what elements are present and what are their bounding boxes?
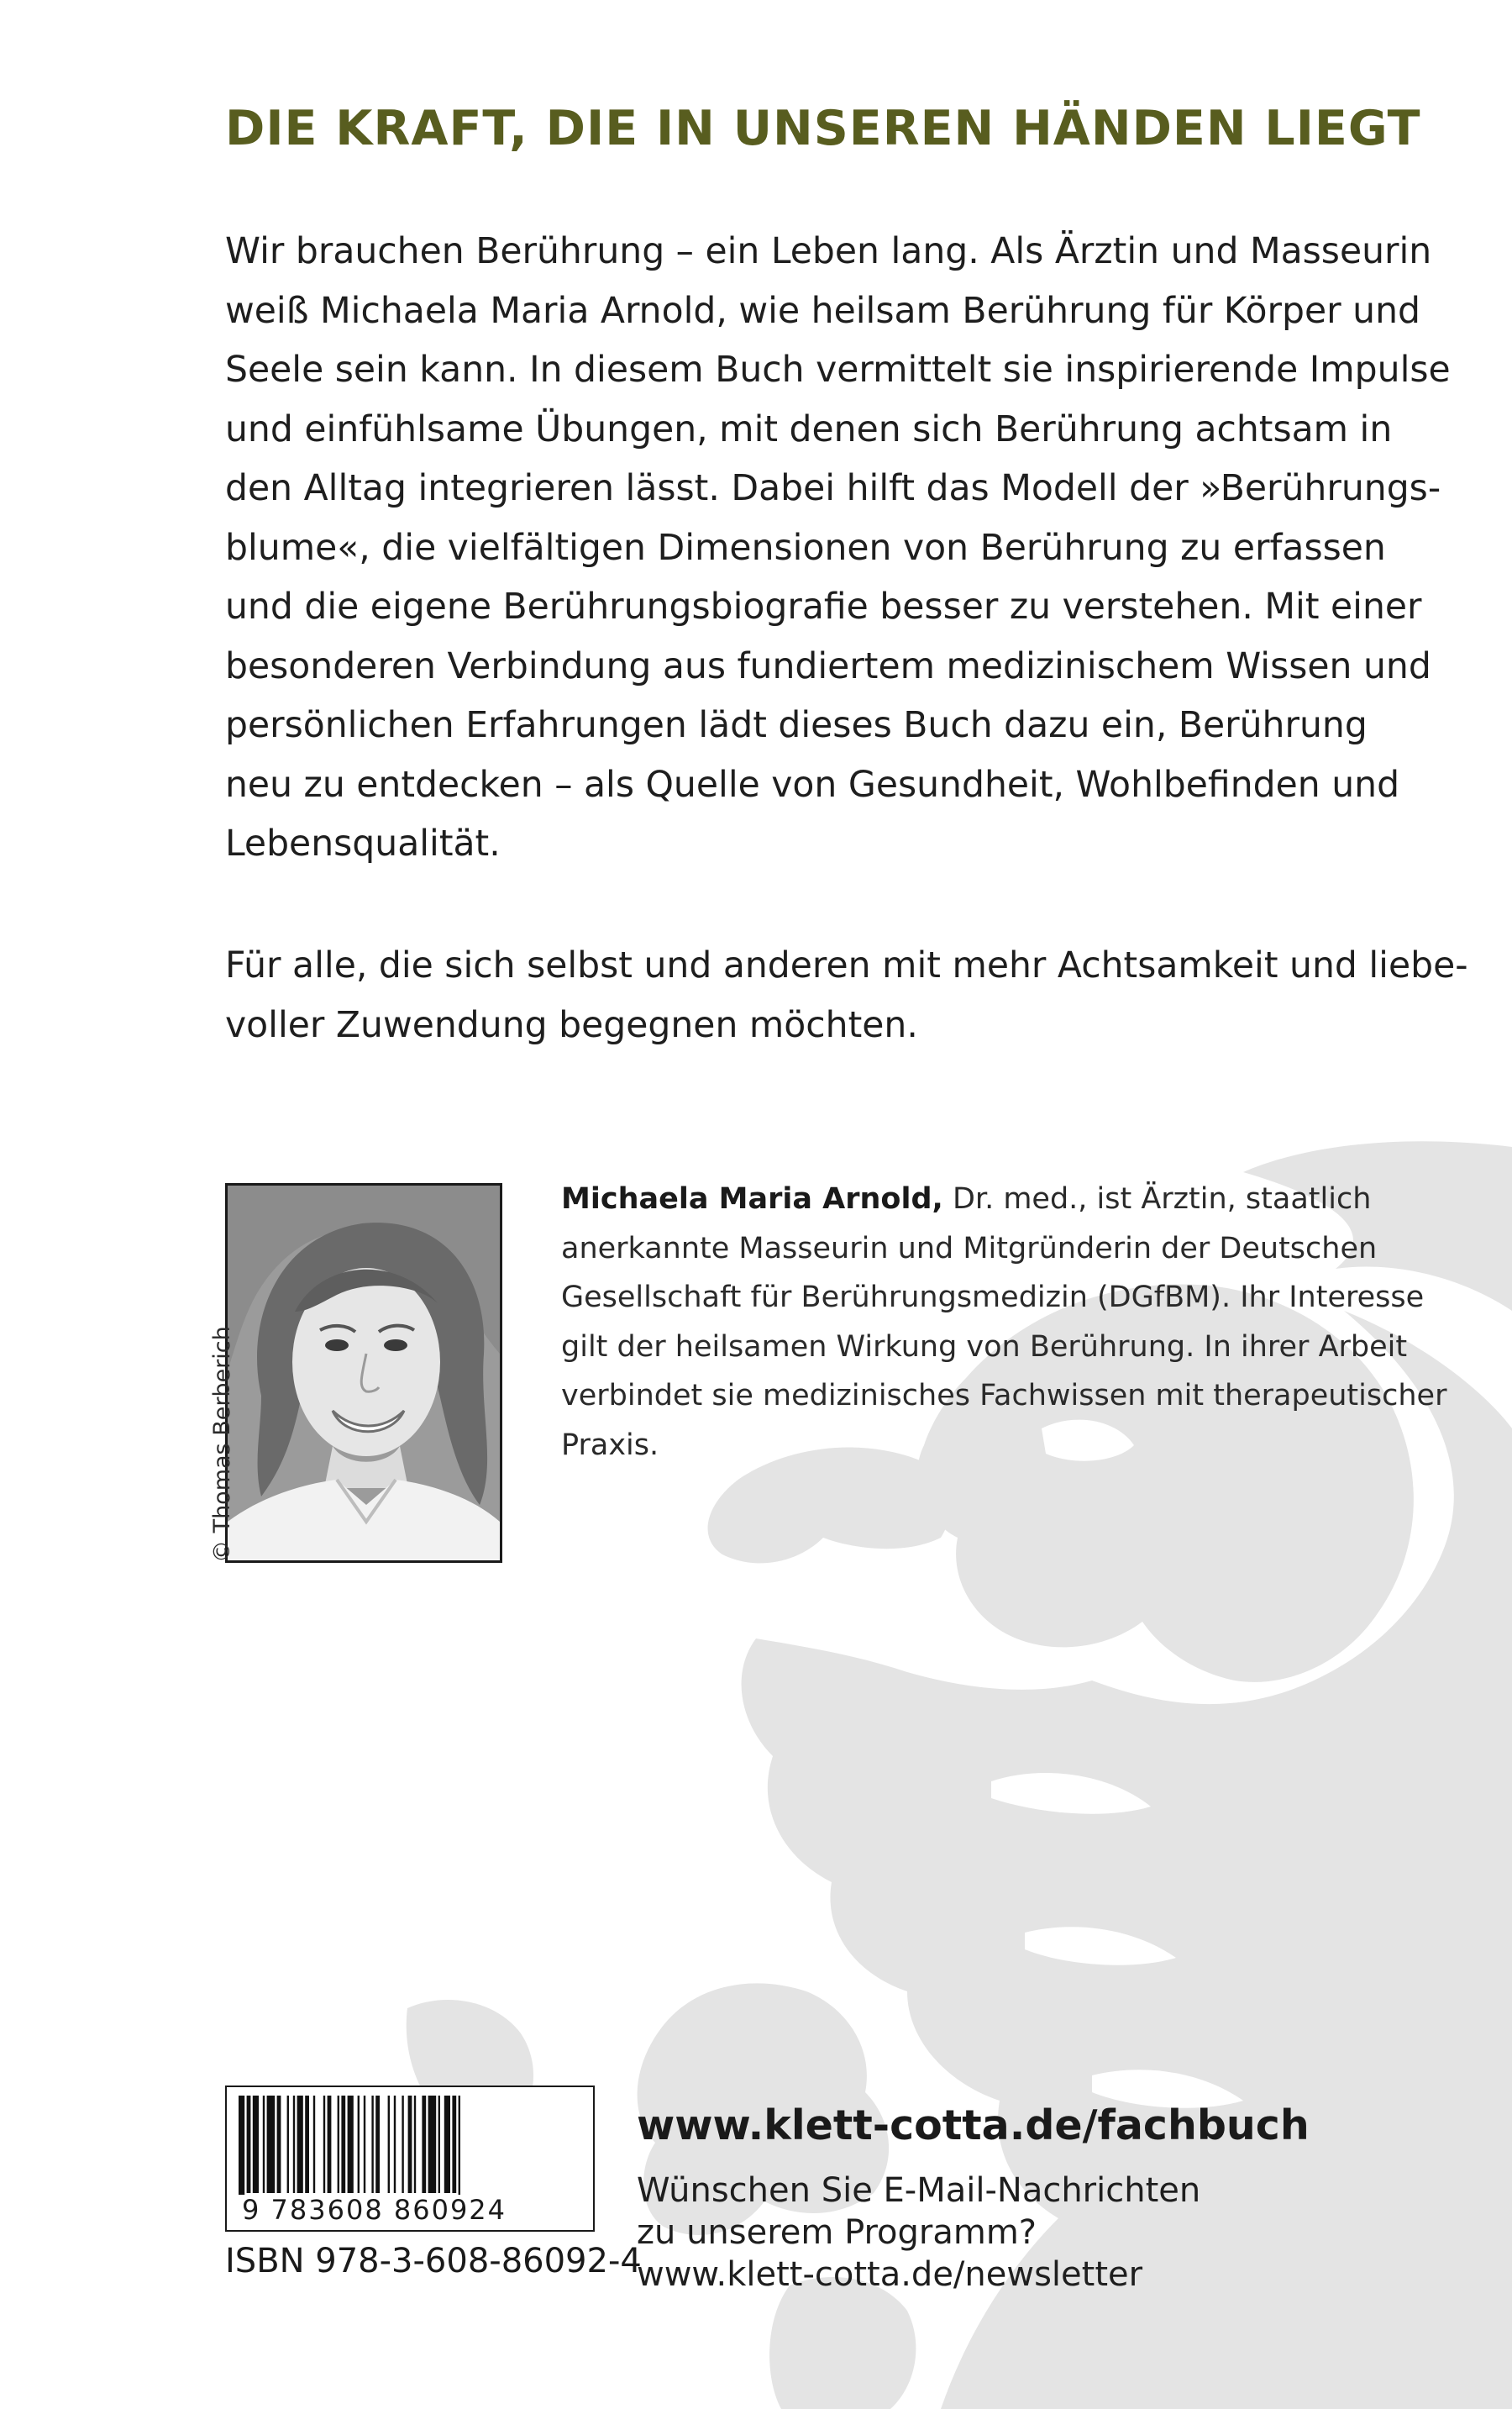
barcode-bar [341,2096,345,2193]
bio-line: anerkannte Masseurin und Mitgründerin der Deutschen [561,1231,1378,1265]
barcode-bar [402,2096,403,2193]
newsletter-info [637,2170,1200,2296]
blurb-line: Lebensqualität. [225,823,501,865]
barcode [225,2086,595,2232]
blurb-line: weiß Michaela Maria Arnold, wie heilsam Berührung für Körper und [225,290,1420,332]
bio-line: Praxis. [561,1428,659,1462]
blurb-line: Seele sein kann. In diesem Buch vermittelt sie inspirierende Impulse [225,350,1451,391]
isbn: ISBN 978-3-608-86092-4 [225,2242,642,2280]
blurb-line: neu zu entdecken – als Quelle von Gesundheit, Wohlbefinden und [225,764,1400,806]
author-photo [225,1183,502,1563]
bio-first-line [561,1175,1460,1224]
bio-line: verbindet sie medizinisches Fachwissen mit therapeutischer [561,1379,1447,1412]
blurb-line: den Alltag integrieren lässt. Dabei hilft das Modell der »Berührungs- [225,468,1441,509]
barcode-number: 9 783608 860924 [239,2195,510,2225]
tagline-line: voller Zuwendung begegnen möchten. [225,1004,918,1046]
barcode-bar [253,2096,259,2193]
newsletter-line: zu unserem Programm? [637,2213,1037,2252]
book-blurb [225,223,1451,875]
blurb-line: und die eigene Berührungsbiografie besser zu verstehen. Mit einer [225,586,1422,628]
barcode-bar [388,2096,390,2193]
barcode-bar [313,2096,315,2193]
barcode-bar [247,2096,251,2193]
barcode-bar [375,2096,380,2193]
barcode-bar [444,2096,450,2193]
barcode-bar [328,2096,332,2193]
barcode-bar [267,2096,276,2193]
barcode-bar [408,2096,412,2193]
barcode-bar [297,2096,303,2193]
barcode-bar [305,2096,309,2193]
barcode-bar [422,2096,426,2193]
barcode-bar [364,2096,365,2193]
bio-line: gilt der heilsamen Wirkung von Berührung. In ihrer Arbeit [561,1329,1408,1364]
bio-line: Dr. med., ist Ärztin, staatlich [942,1182,1372,1216]
barcode-bar [323,2096,325,2193]
photo-credit: © Thomas Berberich [209,1326,235,1563]
publisher-website-link[interactable]: www.klett-cotta.de/fachbuch [637,2101,1310,2149]
newsletter-line: Wünschen Sie E-Mail-Nachrichten [637,2171,1201,2210]
barcode-bar [338,2096,339,2193]
page-title: DIE KRAFT, DIE IN UNSEREN HÄNDEN LIEGT [225,101,1421,156]
author-name: Michaela Maria Arnold, [561,1182,943,1216]
barcode-bar [293,2096,295,2193]
barcode-bar [358,2096,360,2193]
barcode-bar [371,2096,373,2193]
barcode-bar [452,2096,456,2193]
author-bio [561,1175,1460,1470]
barcode-bar [263,2096,265,2193]
barcode-bar [348,2096,354,2193]
blurb-line: besonderen Verbindung aus fundiertem medizinischem Wissen und [225,645,1431,687]
barcode-bar [428,2096,437,2193]
barcode-bar [414,2096,416,2193]
blurb-line: blume«, die vielfältigen Dimensionen von Berührung zu erfassen [225,527,1386,569]
blurb-line: und einfühlsame Übungen, mit denen sich Berührung achtsam in [225,408,1393,450]
barcode-bar [438,2096,440,2193]
newsletter-link[interactable]: www.klett-cotta.de/newsletter [637,2255,1143,2294]
barcode-bar [394,2096,396,2193]
blurb-line: persönlichen Erfahrungen lädt dieses Buch dazu ein, Berührung [225,705,1368,746]
barcode-bar [277,2096,281,2193]
tagline-line: Für alle, die sich selbst und anderen mit mehr Achtsamkeit und liebe- [225,945,1468,986]
blurb-line: Wir brauchen Berührung – ein Leben lang. Als Ärztin und Masseurin [225,231,1432,272]
barcode-bar [287,2096,289,2193]
bio-line: Gesellschaft für Berührungsmedizin (DGfBM). Ihr Interesse [561,1281,1425,1314]
target-audience-text [225,937,1468,1055]
